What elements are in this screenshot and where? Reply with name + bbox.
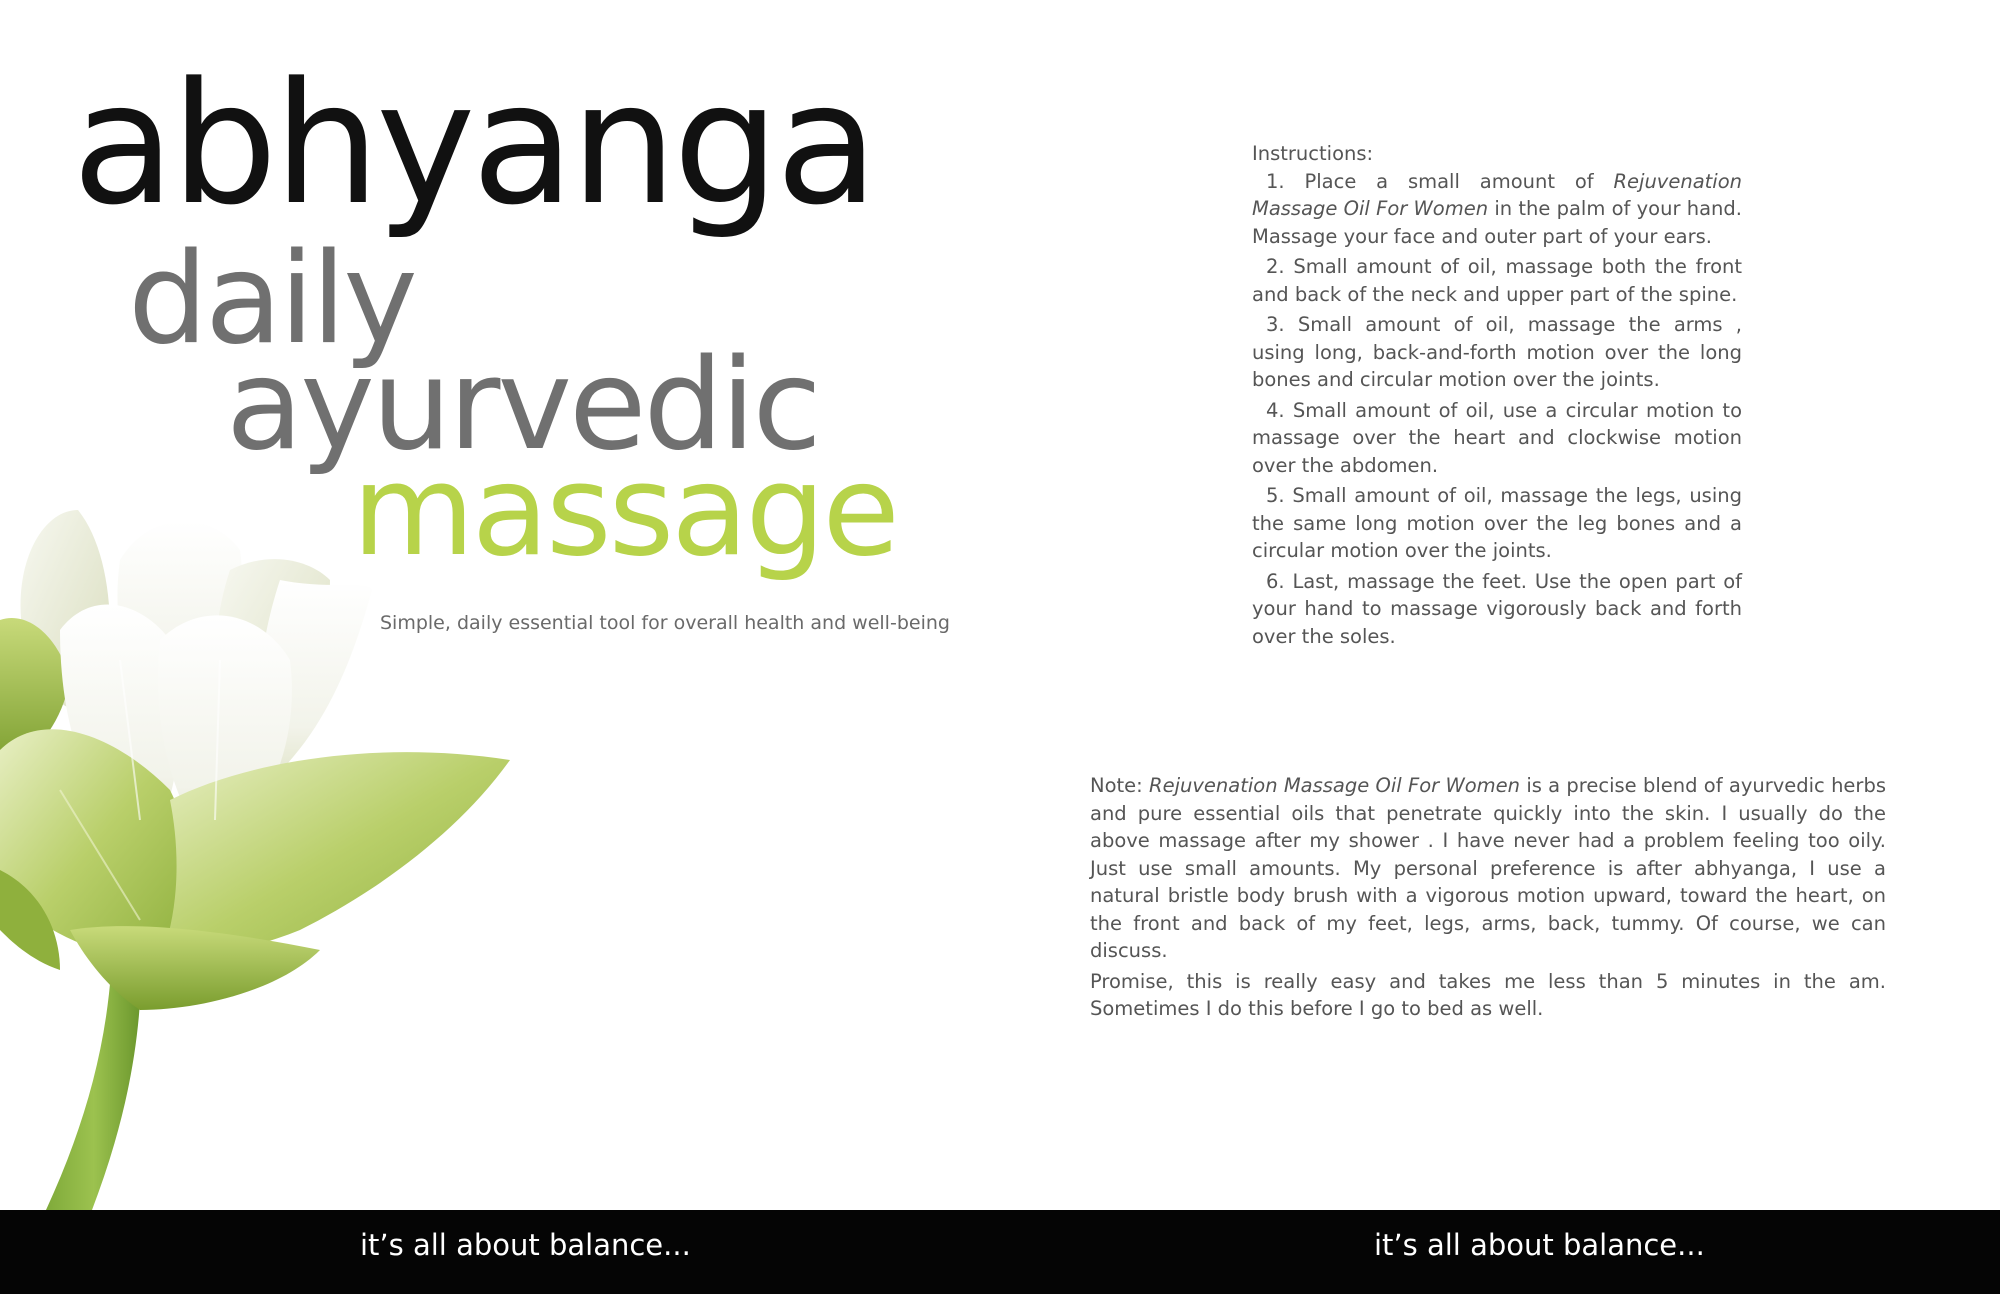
step-number: 6. xyxy=(1266,569,1285,593)
step-number: 5. xyxy=(1266,484,1285,507)
footer-slogan-right: it’s all about balance... xyxy=(1374,1228,1705,1262)
instructions-section xyxy=(1252,140,1742,653)
step-text: Small amount of oil, massage the arms , using long, back-and-forth motion over the long bones and circular motion over the joints. xyxy=(1252,313,1742,391)
promise-paragraph: Promise, this is really easy and takes me less than 5 minutes in the am. Sometimes I do this before I go to bed as well. xyxy=(1090,969,1886,1020)
step-text: Small amount of oil, massage the legs, using the same long motion over the leg bones and a circular motion over the joints. xyxy=(1252,484,1742,562)
step-number: 1. xyxy=(1266,169,1285,193)
lotus-flower-icon xyxy=(0,490,540,1210)
step-text: Last, massage the feet. Use the open part of your hand to massage vigorously back and forth over the soles. xyxy=(1252,569,1742,648)
note-label: Note: xyxy=(1090,774,1150,797)
title-ayurvedic: ayurvedic xyxy=(226,331,819,478)
instruction-step xyxy=(1252,482,1742,565)
footer-slogan-left: it’s all about balance... xyxy=(360,1228,691,1262)
instructions-heading: Instructions: xyxy=(1252,142,1374,165)
title-massage: massage xyxy=(352,437,897,584)
step-text: in the palm of your hand. Massage your face and outer part of your ears. xyxy=(1252,197,1742,248)
note-text: is a precise blend of ayurvedic herbs and pure essential oils that penetrate quickly into the skin. I usually do the above massage after my shower . I have never had a problem feeling too oily. Just use small amounts. My personal preference is after abhyanga, I use a natural bristle body brush with a vigorous motion upward, toward the heart, on the front and back of my feet, legs, arms, back, tummy. Of course, we can discuss. xyxy=(1090,774,1886,962)
step-text: Place a small amount of xyxy=(1304,169,1614,193)
step-number: 3. xyxy=(1266,313,1285,336)
step-text: Small amount of oil, massage both the front and back of the neck and upper part of the spine. xyxy=(1252,255,1742,306)
step-number: 4. xyxy=(1266,398,1285,422)
title-abhyanga: abhyanga xyxy=(72,46,875,242)
title-daily: daily xyxy=(128,225,415,372)
tagline: Simple, daily essential tool for overall health and well-being xyxy=(380,612,950,634)
step-text: Small amount of oil, use a circular motion to massage over the heart and clockwise motion over the abdomen. xyxy=(1252,398,1742,477)
product-name: Rejuvenation Massage Oil For Women xyxy=(1149,774,1521,797)
instruction-step xyxy=(1252,568,1742,651)
note-paragraph xyxy=(1090,772,1886,965)
instruction-step xyxy=(1252,311,1742,394)
note-section xyxy=(1090,772,1886,1026)
product-name: Rejuvenation Massage Oil For Women xyxy=(1252,169,1743,220)
instruction-step xyxy=(1252,168,1742,251)
instruction-step xyxy=(1252,397,1742,480)
step-number: 2. xyxy=(1266,255,1285,278)
instruction-step xyxy=(1252,253,1742,308)
